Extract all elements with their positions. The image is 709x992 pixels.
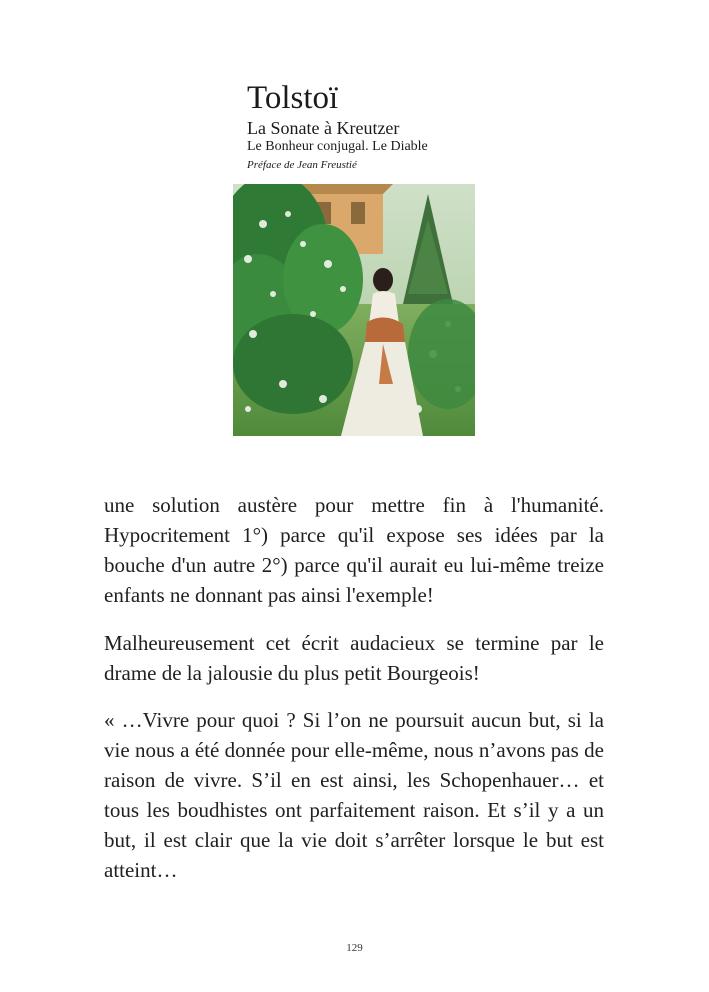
cover-preface: Préface de Jean Freustié	[247, 159, 357, 171]
cover-subtitle: Le Bonheur conjugal. Le Diable	[247, 139, 428, 154]
cover-painting	[233, 184, 475, 436]
book-cover	[233, 80, 475, 436]
cover-author: Tolstoï	[247, 80, 339, 116]
paragraph-3: « …Vivre pour quoi ? Si l’on ne poursuit aucun but, si la vie nous a été donnée pour elle-même, nous n’avons pas de raison de vivre. S’il en est ainsi, les Schopenhauer… et tous les boudhistes ont parfaitement raison. Et s’il y a un but, il est clair que la vie doit s’arrêter lorsque le but est atteint…	[104, 708, 604, 882]
paragraph-2: Malheureusement cet écrit audacieux se termine par le drame de la jalousie du plus petit Bourgeois!	[104, 631, 604, 685]
page-number: 129	[346, 942, 363, 954]
paragraph-1: une solution austère pour mettre fin à l'humanité. Hypocritement 1°) parce qu'il expose ses idées par la bouche d'un autre 2°) parce qu'il aurait eu lui-même treize enfants ne donnant pas ainsi l'exemple!	[104, 493, 604, 607]
cover-title: La Sonate à Kreutzer	[247, 118, 400, 138]
